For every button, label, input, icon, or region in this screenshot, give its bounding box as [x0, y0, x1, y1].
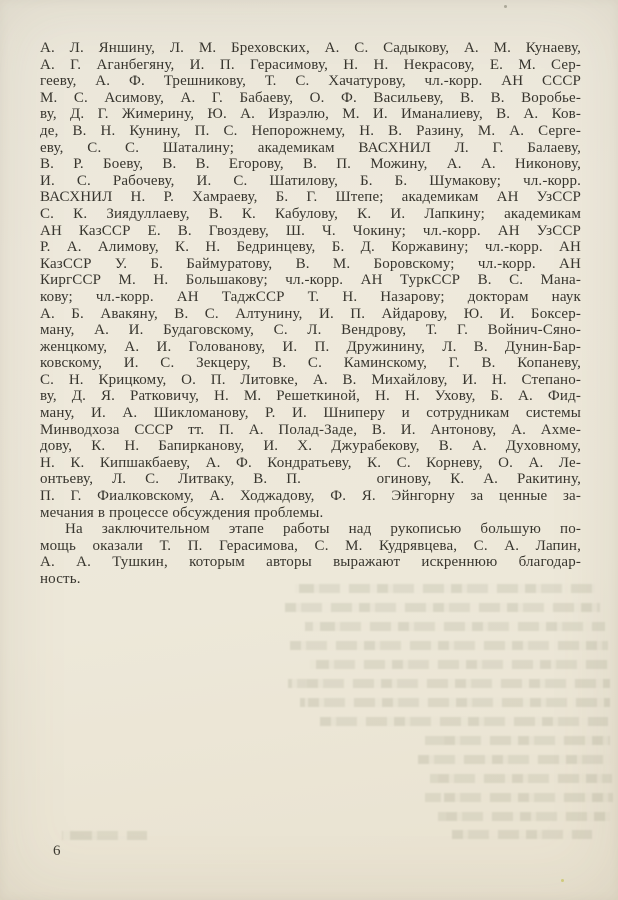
text-line: А. Г. Аганбегяну, И. П. Герасимову, Н. Н. Некрасову, Е. М. Сер- [40, 56, 581, 73]
text-line: ность. [40, 571, 81, 587]
text-line: В. Р. Боеву, В. В. Егорову, В. П. Можину, А. А. Никонову, [40, 156, 581, 173]
showthrough-line [288, 679, 610, 688]
text-line: КиргССР М. Н. Большакову; чл.-корр. АН ТуркССР В. С. Мана- [40, 272, 581, 289]
text-line: ману, И. А. Шикломанову, Р. И. Шниперу и сотрудникам системы [40, 405, 581, 422]
text-line: А. Б. Авакяну, В. С. Алтунину, И. П. Айдарову, Ю. И. Боксер- [40, 305, 581, 322]
text-line: АН КазССР Е. В. Гвоздеву, Ш. Ч. Чокину; чл.-корр. АН УзССР [40, 222, 581, 239]
text-line: ману, А. И. Будаговскому, С. Л. Вендрову, Т. Г. Войнич-Сяно- [40, 322, 581, 339]
showthrough-line [285, 603, 600, 612]
text-line: На заключительном этапе работы над рукописью большую по- [65, 521, 581, 538]
showthrough-line [438, 812, 610, 821]
showthrough-line [290, 641, 608, 650]
text-line: онтьеву, Л. С. Литваку, В. П. огинову, К. А. Ракитину, [40, 471, 581, 488]
text-line: ковскому, И. С. Зекцеру, В. С. Каминскому, Г. В. Копаневу, [40, 355, 581, 372]
paper-speck [561, 879, 564, 882]
showthrough-line [305, 622, 605, 631]
showthrough-line [425, 793, 613, 802]
text-line: Р. А. Алимову, К. Н. Бедринцеву, Б. Д. Коржавину; чл.-корр. АН [40, 239, 581, 256]
showthrough-line [300, 698, 610, 707]
showthrough-line [418, 755, 612, 764]
page-number: 6 [53, 843, 61, 859]
text-line: ву, Д. Г. Жимерину, Ю. А. Израэлю, М. И. Иманалиеву, В. А. Ков- [40, 106, 581, 123]
text-line: С. Н. Крицкому, О. П. Литовке, А. В. Михайлову, И. Н. Степано- [40, 371, 581, 388]
showthrough-line [430, 774, 612, 783]
text-line: А. А. Тушкин, которым авторы выражают искреннюю благодар- [40, 554, 581, 571]
acknowledgments-text [40, 40, 581, 588]
showthrough-line [310, 660, 608, 669]
text-line: И. С. Рабочеву, И. С. Шатилову, Б. Б. Шумакову; чл.-корр. [40, 172, 581, 189]
text-line: женцкому, А. И. Голованову, И. П. Дружинину, Л. В. Дунин-Бар- [40, 338, 581, 355]
text-line: кову; чл.-корр. АН ТаджССР Т. Н. Назарову; докторам наук [40, 288, 581, 305]
text-line: дову, К. Н. Бапирканову, И. Х. Джурабекову, В. А. Духовному, [40, 438, 581, 455]
showthrough-line [320, 717, 608, 726]
showthrough-line [452, 830, 592, 839]
text-line: гееву, А. Ф. Трешникову, Т. С. Хачатурову, чл.-корр. АН СССР [40, 73, 581, 90]
text-line: М. С. Асимову, А. Г. Бабаеву, О. Ф. Васильеву, В. В. Воробье- [40, 89, 581, 106]
text-line: КазССР У. Б. Баймуратову, В. М. Боровскому; чл.-корр. АН [40, 255, 581, 272]
text-line: де, В. Н. Кунину, П. С. Непорожнему, Н. В. Разину, М. А. Серге- [40, 122, 581, 139]
paper-speck [504, 5, 507, 8]
text-line: мощь оказали Т. П. Герасимова, С. М. Кудрявцева, С. А. Лапин, [40, 537, 581, 554]
text-line: Н. К. Кипшакбаеву, А. Ф. Кондратьеву, К. С. Корневу, О. А. Ле- [40, 454, 581, 471]
text-line: Минводхоза СССР тт. П. А. Полад-Заде, В. И. Антонову, А. Ахме- [40, 421, 581, 438]
text-line: П. Г. Фиалковскому, А. Ходжадову, Ф. Я. Эйнгорну за ценные за- [40, 488, 581, 505]
text-line: ву, Д. Я. Ратковичу, Н. М. Решеткиной, Н. Н. Ухову, Б. А. Фид- [40, 388, 581, 405]
text-line: С. К. Зиядуллаеву, В. К. Кабулову, К. И. Лапкину; академикам [40, 205, 581, 222]
showthrough-line [425, 736, 610, 745]
showthrough-line [62, 831, 147, 840]
text-line: еву, С. С. Шаталину; академикам ВАСХНИЛ Л. Г. Балаеву, [40, 139, 581, 156]
text-line: мечания в процессе обсуждения проблемы. [40, 504, 324, 521]
text-line: А. Л. Яншину, Л. М. Бреховских, А. С. Садыкову, А. М. Кунаеву, [40, 40, 581, 56]
text-line: ВАСХНИЛ Н. Р. Хамраеву, Б. Г. Штепе; академикам АН УзССР [40, 189, 581, 206]
